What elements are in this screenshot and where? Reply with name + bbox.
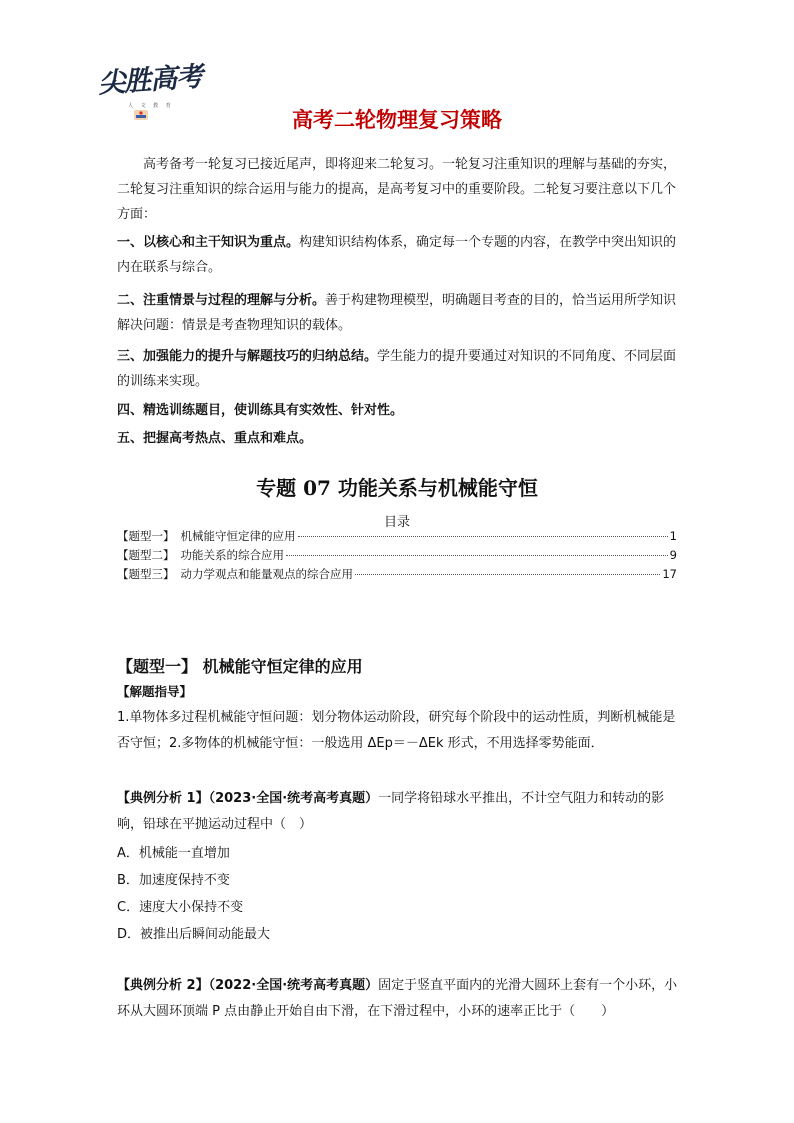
- toc-title: 目录: [383, 515, 410, 530]
- strategy-point-4-heading: 四、精选训练题目，使训练具有实效性、针对性。: [117, 403, 404, 418]
- option-c: C．速度大小保持不变: [117, 900, 244, 915]
- example-2-text: 固定于竖直平面内的光滑大圆环上套有一个小环，小环从大圆环顶端 P 点由静止开始自由下滑，在下滑过程中，小环的速率正比于（ ）: [117, 978, 678, 1019]
- topic-title: 专题 07 功能关系与机械能守恒: [256, 476, 538, 500]
- logo-text: 尖胜高考: [97, 61, 204, 100]
- toc-item-3[interactable]: [117, 566, 677, 582]
- strategy-point-1: [117, 230, 679, 280]
- logo-subtext: 人 文 教 育: [128, 103, 174, 109]
- strategy-point-2-heading: 二、注重情景与过程的理解与分析。: [117, 293, 326, 308]
- page-title: 高考二轮物理复习策略: [292, 108, 502, 132]
- toc-leader-dots: [286, 555, 668, 556]
- strategy-point-2-text: 善于构建物理模型，明确题目考查的目的，恰当运用所学知识解决问题：情景是考查物理知识的载体。: [117, 293, 677, 333]
- toc-item-page: 17: [662, 567, 677, 581]
- strategy-point-5: [117, 426, 679, 451]
- strategy-point-1-heading: 一、以核心和主干知识为重点。: [117, 235, 300, 250]
- strategy-point-3: [117, 344, 679, 394]
- example-2-label: 【典例分析 2】（2022·全国·统考高考真题）: [117, 978, 379, 993]
- example-1-text: 一同学将铅球水平推出，不计空气阻力和转动的影响，铅球在平抛运动过程中（ ）: [117, 791, 665, 832]
- toc-item-label: 机械能守恒定律的应用: [180, 529, 296, 543]
- strategy-point-5-heading: 五、把握高考热点、重点和难点。: [117, 431, 313, 446]
- toc-item-page: 9: [669, 548, 677, 562]
- toc-item-1[interactable]: [117, 528, 677, 544]
- toc-item-label: 功能关系的综合应用: [180, 548, 284, 562]
- toc-leader-dots: [355, 574, 660, 575]
- strategy-point-4: [117, 398, 679, 423]
- toc-item-tag: 【题型二】: [117, 548, 175, 562]
- toc-leader-dots: [298, 536, 668, 537]
- toc-item-tag: 【题型一】: [117, 529, 175, 543]
- example-2: [117, 973, 679, 1025]
- guide-heading: 【解题指导】: [117, 684, 193, 699]
- strategy-point-3-heading: 三、加强能力的提升与解题技巧的归纳总结。: [117, 349, 378, 364]
- option-b: B．加速度保持不变: [117, 873, 230, 888]
- toc-item-label: 动力学观点和能量观点的综合应用: [180, 567, 353, 581]
- example-1-label: 【典例分析 1】（2023·全国·统考高考真题）: [117, 791, 379, 806]
- strategy-point-3-text: 学生能力的提升要通过对知识的不同角度、不同层面的训练来实现。: [117, 349, 677, 389]
- option-a: A．机械能一直增加: [117, 846, 230, 861]
- strategy-point-2: [117, 288, 679, 338]
- strategy-point-1-text: 构建知识结构体系，确定每一个专题的内容，在教学中突出知识的内在联系与综合。: [117, 235, 677, 275]
- guide-text: 1.单物体多过程机械能守恒问题：划分物体运动阶段，研究每个阶段中的运动性质，判断机械能是否守恒；2.多物体的机械能守恒：一般选用 ΔEp＝－ΔEk 形式，不用选择零势能面．: [117, 710, 676, 751]
- toc-item-page: 1: [669, 529, 677, 543]
- intro-paragraph: 高考备考一轮复习已接近尾声，即将迎来二轮复习。一轮复习注重知识的理解与基础的夯实，二轮复习注重知识的综合运用与能力的提高，是高考复习中的重要阶段。二轮复习要注意以下几个方面：: [117, 157, 677, 222]
- option-d: D．被推出后瞬间动能最大: [117, 927, 271, 942]
- section-heading: 【题型一】 机械能守恒定律的应用: [117, 657, 363, 676]
- toc-item-2[interactable]: [117, 547, 677, 563]
- toc-item-tag: 【题型三】: [117, 567, 175, 581]
- example-1: [117, 786, 679, 838]
